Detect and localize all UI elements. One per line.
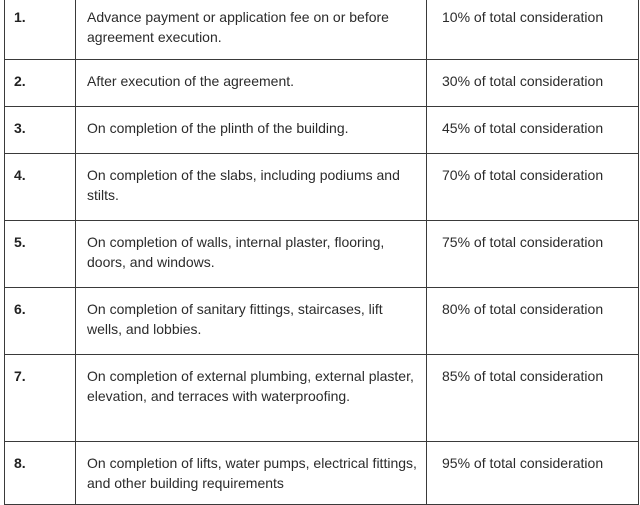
row-number: 7. — [5, 355, 76, 442]
table-row — [5, 355, 639, 442]
table-row — [5, 442, 639, 505]
table-row — [5, 154, 639, 221]
payment-percentage: 75% of total consideration — [427, 221, 639, 288]
milestone-description: On completion of the plinth of the building. — [76, 107, 427, 154]
milestone-description: After execution of the agreement. — [76, 60, 427, 107]
table-row — [5, 288, 639, 355]
row-number: 6. — [5, 288, 76, 355]
row-number: 5. — [5, 221, 76, 288]
payment-percentage: 95% of total consideration — [427, 442, 639, 505]
row-number: 4. — [5, 154, 76, 221]
milestone-description: On completion of walls, internal plaster, flooring, doors, and windows. — [76, 221, 427, 288]
milestone-description: On completion of sanitary fittings, staircases, lift wells, and lobbies. — [76, 288, 427, 355]
payment-percentage: 30% of total consideration — [427, 60, 639, 107]
milestone-description: On completion of external plumbing, external plaster, elevation, and terraces with waterproofing. — [76, 355, 427, 442]
row-number: 3. — [5, 107, 76, 154]
milestone-description: On completion of lifts, water pumps, electrical fittings, and other building requirements — [76, 442, 427, 505]
row-number: 8. — [5, 442, 76, 505]
payment-percentage: 70% of total consideration — [427, 154, 639, 221]
payment-schedule-table — [4, 0, 639, 505]
table-row — [5, 60, 639, 107]
row-number: 1. — [5, 0, 76, 60]
table-row — [5, 0, 639, 60]
milestone-description: Advance payment or application fee on or before agreement execution. — [76, 0, 427, 60]
table-row — [5, 221, 639, 288]
payment-percentage: 45% of total consideration — [427, 107, 639, 154]
milestone-description: On completion of the slabs, including podiums and stilts. — [76, 154, 427, 221]
table-row — [5, 107, 639, 154]
row-number: 2. — [5, 60, 76, 107]
payment-percentage: 80% of total consideration — [427, 288, 639, 355]
payment-percentage: 85% of total consideration — [427, 355, 639, 442]
payment-percentage: 10% of total consideration — [427, 0, 639, 60]
